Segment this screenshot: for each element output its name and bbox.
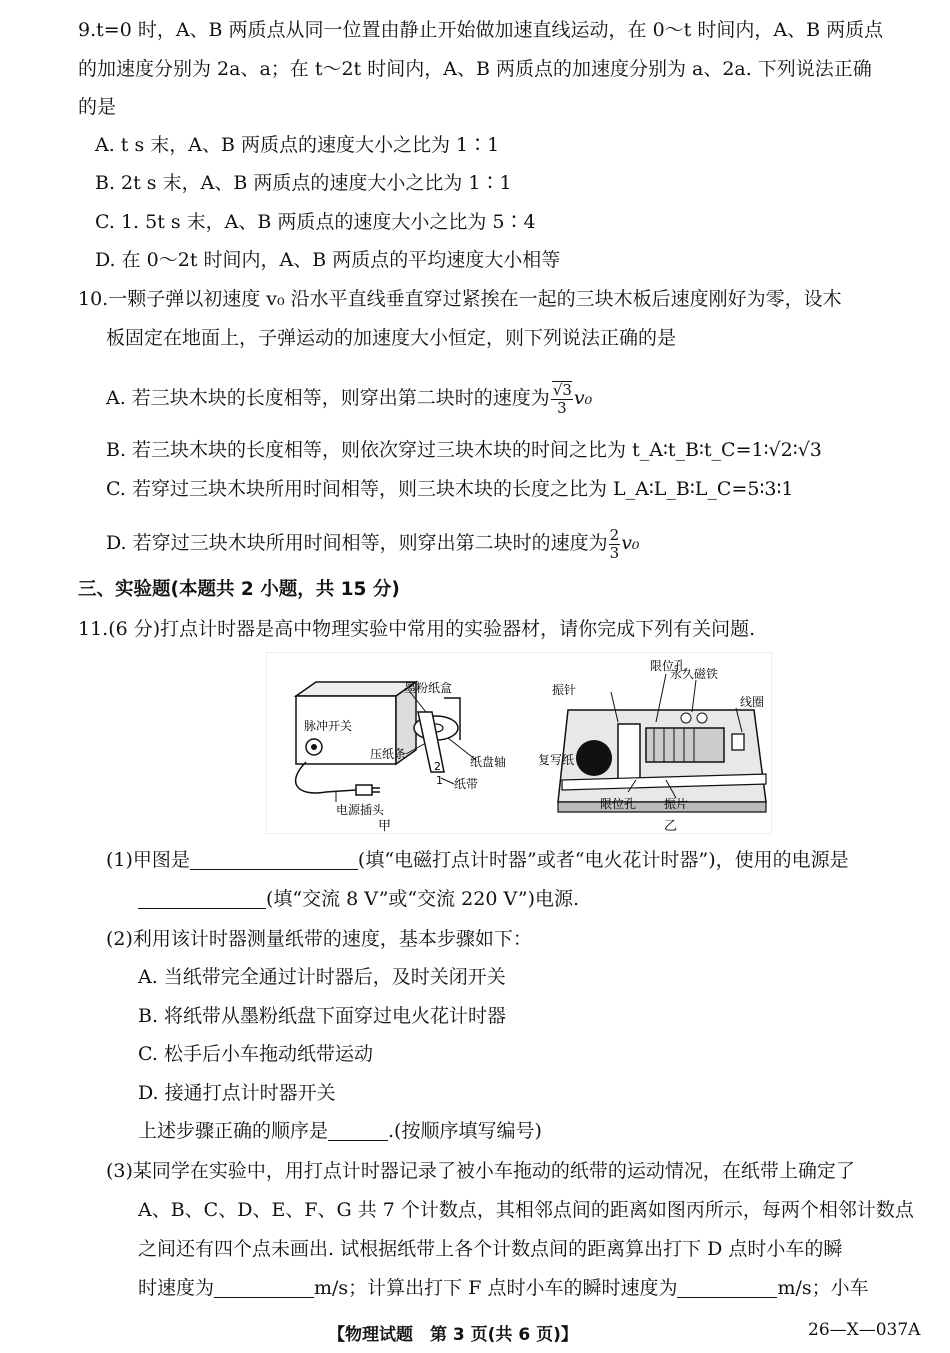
q11-part1-text-b: (填“电磁打点计时器”或者“电火花计时器”)，使用的电源是 xyxy=(357,849,849,871)
q10-stem-line2: 板固定在地面上，子弹运动的加速度大小恒定，则下列说法正确的是 xyxy=(106,327,677,349)
label-disk-axis: 纸盘轴 xyxy=(470,755,507,769)
q11-step-c: C. 松手后小车拖动纸带运动 xyxy=(138,1043,373,1065)
answer-blank-2[interactable] xyxy=(138,888,266,909)
q9-number: 9. xyxy=(78,19,97,41)
q9-stem-line2: 的加速度分别为 2a、a；在 t～2t 时间内，A、B 两质点的加速度分别为 a、2a. 下列说法正确 xyxy=(78,58,872,80)
q11-part3-text-b: m/s；计算出打下 F 点时小车的瞬时速度为 xyxy=(314,1277,678,1299)
frac-numerator: 2 xyxy=(609,525,620,544)
label-coil: 线圈 xyxy=(740,695,765,709)
tape-mark-1: 1 xyxy=(436,774,443,787)
plug-icon xyxy=(356,785,372,795)
q10-option-d-text: D. 若穿过三块木块所用时间相等，则穿出第二块时的速度为 xyxy=(106,532,608,554)
q9-option-d: D. 在 0～2t 时间内，A、B 两质点的平均速度大小相等 xyxy=(95,249,561,271)
answer-blank-5[interactable] xyxy=(677,1277,777,1298)
carbon-paper-disk-icon xyxy=(576,740,612,776)
label-needle: 振针 xyxy=(552,683,577,697)
label-tape: 纸带 xyxy=(454,777,479,791)
q11-part3-text-a: 时速度为 xyxy=(138,1277,215,1299)
label-plug: 电源插头 xyxy=(336,803,385,817)
q11-stem: (6 分)打点计时器是高中物理实验中常用的实验器材，请你完成下列有关问题. xyxy=(108,618,756,640)
q9-line1 xyxy=(78,17,934,43)
vibrator-arm xyxy=(618,724,640,786)
tape-mark-2: 2 xyxy=(434,760,441,773)
q11-part3-line3: 之间还有四个点未画出. 试根据纸带上各个计数点间的距离算出打下 D 点时小车的瞬 xyxy=(138,1238,843,1260)
coil-magnet-block xyxy=(646,728,724,762)
label-pulse-switch: 脉冲开关 xyxy=(304,719,353,733)
answer-blank-3[interactable] xyxy=(328,1120,388,1141)
caption-jia: 甲 xyxy=(378,819,392,834)
q10-line1 xyxy=(78,286,934,312)
label-vibrator: 振片 xyxy=(664,797,689,811)
q11-part3-line2: A、B、C、D、E、F、G 共 7 个计数点，其相邻点间的距离如图丙所示，每两个相邻计数点 xyxy=(138,1199,914,1221)
frac-numerator xyxy=(551,381,573,400)
footer-code: 26—X—037A xyxy=(808,1320,921,1340)
q11-step-a: A. 当纸带完全通过计时器后，及时关闭开关 xyxy=(138,966,506,988)
q9-stem-line3: 的是 xyxy=(78,96,117,118)
frac-denominator: 3 xyxy=(557,399,567,417)
q11-step-d: D. 接通打点计时器开关 xyxy=(138,1082,336,1104)
q10-option-b: B. 若三块木块的长度相等，则依次穿过三块木块的时间之比为 t_A∶t_B∶t_C=1∶√2∶√3 xyxy=(106,439,822,461)
q11-step-b: B. 将纸带从墨粉纸盘下面穿过电火花计时器 xyxy=(138,1005,507,1027)
q11-part1-text-a: (1)甲图是 xyxy=(106,849,190,871)
q11-order-text-a: 上述步骤正确的顺序是 xyxy=(138,1120,329,1142)
q10-option-a xyxy=(106,381,592,417)
label-magnet: 永久磁铁 xyxy=(670,667,719,681)
q10-option-d xyxy=(106,526,640,562)
q11-part2: (2)利用该计时器测量纸带的速度，基本步骤如下： xyxy=(106,928,532,950)
answer-blank-1[interactable] xyxy=(190,849,358,870)
q11-order-text-b: .(按顺序填写编号) xyxy=(388,1120,542,1142)
q10-option-d-fraction xyxy=(609,527,621,562)
label-limit-hole-bottom: 限位孔 xyxy=(600,797,637,811)
q11-part1-text-c: (填“交流 8 V”或“交流 220 V”)电源. xyxy=(266,888,580,910)
q11-order-line xyxy=(138,1118,542,1144)
label-limit-hole-top: 限位孔 xyxy=(650,659,687,673)
q10-option-a-fraction xyxy=(551,381,573,417)
q11-part1-line1 xyxy=(106,847,936,873)
q10-option-a-text: A. 若三块木块的长度相等，则穿出第二块时的速度为 xyxy=(106,387,550,409)
q9-stem-line1: t=0 时，A、B 两质点从同一位置由静止开始做加速直线运动，在 0～t 时间内，A、B 两质点 xyxy=(96,19,884,41)
section-3-title: 三、实验题(本题共 2 小题，共 15 分) xyxy=(78,579,400,600)
q11-part1-line2 xyxy=(138,886,579,912)
label-press-strip: 压纸条 xyxy=(370,747,407,761)
q10-option-c: C. 若穿过三块木块所用时间相等，则三块木块的长度之比为 L_A∶L_B∶L_C=5∶3∶1 xyxy=(106,478,794,500)
q11-line1 xyxy=(78,616,934,642)
q11-number: 11. xyxy=(78,618,109,640)
answer-blank-4[interactable] xyxy=(214,1277,314,1298)
label-carbon-paper: 复写纸 xyxy=(538,753,575,767)
q10-stem-line1: 一颗子弹以初速度 v₀ 沿水平直线垂直穿过紧挨在一起的三块木板后速度刚好为零，设木 xyxy=(108,288,842,310)
frac-denominator: 3 xyxy=(609,543,620,562)
label-ink-box: 墨粉纸盒 xyxy=(404,681,453,695)
caption-yi: 乙 xyxy=(664,819,678,834)
q11-part3-line1: (3)某同学在实验中，用打点计时器记录了被小车拖动的纸带的运动情况，在纸带上确定了 xyxy=(106,1160,855,1182)
q10-option-a-tail: v₀ xyxy=(573,387,593,409)
frac-num-text: √3 xyxy=(552,381,572,399)
q11-part3-line4 xyxy=(138,1275,869,1301)
timer-figure xyxy=(266,652,772,834)
q9-option-a: A. t s 末，A、B 两质点的速度大小之比为 1∶1 xyxy=(95,134,500,156)
footer-page-info: 【物理试题 第 3 页(共 6 页)】 xyxy=(328,1325,578,1345)
q9-option-b: B. 2t s 末，A、B 两质点的速度大小之比为 1∶1 xyxy=(95,172,512,194)
q9-option-c: C. 1. 5t s 末，A、B 两质点的速度大小之比为 5∶4 xyxy=(95,211,536,233)
q11-part3-text-c: m/s；小车 xyxy=(777,1277,869,1299)
terminal-icon xyxy=(732,734,744,750)
q10-number: 10. xyxy=(78,288,109,310)
q10-option-d-tail: v₀ xyxy=(621,532,640,554)
